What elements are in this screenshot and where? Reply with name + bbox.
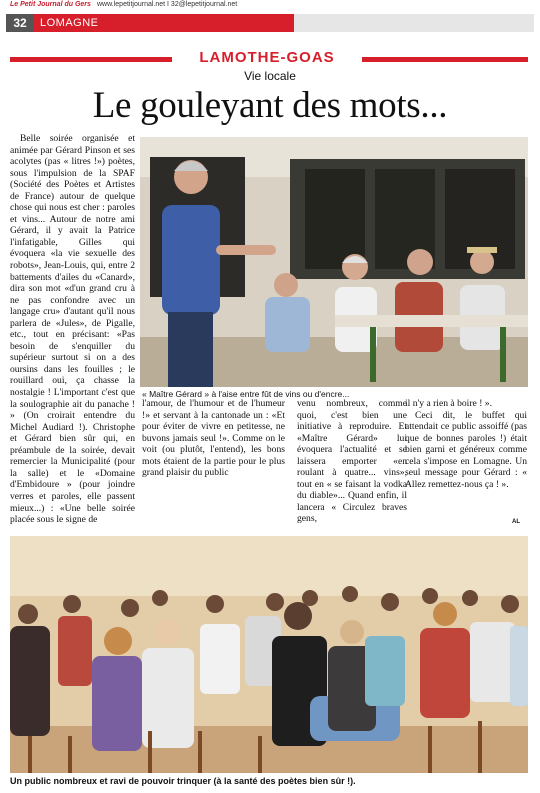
article-paragraph: l'amour, de l'humour et de l'humeur !» et servant à la cantonade un : «Et pour éviter de vivre en petitesse, ne buvons jamais seul !». Comme on le voit (ou plutôt, l'entend), les bons mots étaient de la partie pour le plus grand plaisir du public (142, 398, 285, 479)
photo-speaker-illustration (140, 137, 528, 387)
photo-speaker (140, 137, 528, 387)
article-column-4 (405, 398, 527, 490)
photo-caption-speaker: « Maître Gérard » à l'aise entre fût de vins ou d'encre... (142, 389, 350, 399)
article-column-3 (297, 398, 407, 525)
page-number: 32 (6, 14, 34, 32)
article-headline: Le gouleyant des mots... (92, 85, 448, 126)
photo-caption-audience: Un public nombreux et ravi de pouvoir trinquer (à la santé des poètes bien sûr !). (10, 776, 356, 786)
article-paragraph: Belle soirée organisée et animée par Gérard Pinson et ses acolytes (pas « litres !») poètes, sous l'impulsion de la SPAF (Société des Poètes et Artistes de France) autour de quelque chose qui nous est cher : paroles et vins... Autour de notre ami Gérard, il y avait la Patrice l'infatigable, Gilles qui évoquera «la vie sexuelle des robots», Jean-Louis, qui, entre 2 battements d'ailes du «Canard», dira son mot «d'un grand cru à ne pas confondre avec un langage cru» d'autant qu'il nous parlera de «Jules», de Pigalle, etc., tout en précisant: «Pas besoin de s'enquiller du supérieur surtout si on a des oursins dans les fouilles ; le rouillard oui, ça chasse la nostalgie ! L'important c'est que la soulographie ait du panache ! » (On croirait entendre du Michel Audiard !). Christophe et Gérard bien sûr qui, en préambule de la soirée, devait remercier la Municipalité (pour la salle) et le «Domaine d'Embidoure » (pour joindre verres et paroles, elle passent mieux...) : «Une belle soirée placée sous le signe de (10, 133, 135, 526)
kicker-rule-left (10, 57, 172, 62)
kicker-rule-right (362, 57, 528, 62)
article-paragraph: Ceci dit, le buffet qui attendait ce public assoiffé (pas que de bonnes paroles !) était bien garni et généreux comme cela s'impose en Lomagne. Un seul message pour Gérard : « Allez remettez-nous ça ! ». (405, 409, 527, 490)
section-bar (0, 14, 540, 32)
section-name: LOMAGNE (34, 14, 294, 32)
photo-audience (10, 536, 528, 773)
newspaper-brand: Le Petit Journal du Gers (10, 1, 91, 8)
article-paragraph: venu nombreux, comme quoi, c'est bien une initiative à reproduire. Et «Maître Gérard» lui évoquera l'actualité et se laissera emporter «en roulant à quatre... vins», tout en « se faisant la vodka du diable»... Quand enfin, il lancera « Circulez braves gens, (297, 398, 407, 525)
photo-audience-illustration (10, 536, 528, 773)
masthead-strip (0, 0, 540, 12)
header-divider (294, 14, 534, 32)
article-paragraph: il n'y a rien à boire ! ». (405, 398, 492, 409)
article-subkicker: Vie locale (244, 69, 296, 83)
author-initials: AL (512, 519, 520, 525)
article-column-1 (10, 133, 135, 526)
article-kicker: LAMOTHE-GOAS (199, 49, 335, 66)
website-address: www.lepetitjournal.net I 32@lepetitjournal.net (97, 1, 238, 8)
article-column-2 (142, 398, 285, 479)
